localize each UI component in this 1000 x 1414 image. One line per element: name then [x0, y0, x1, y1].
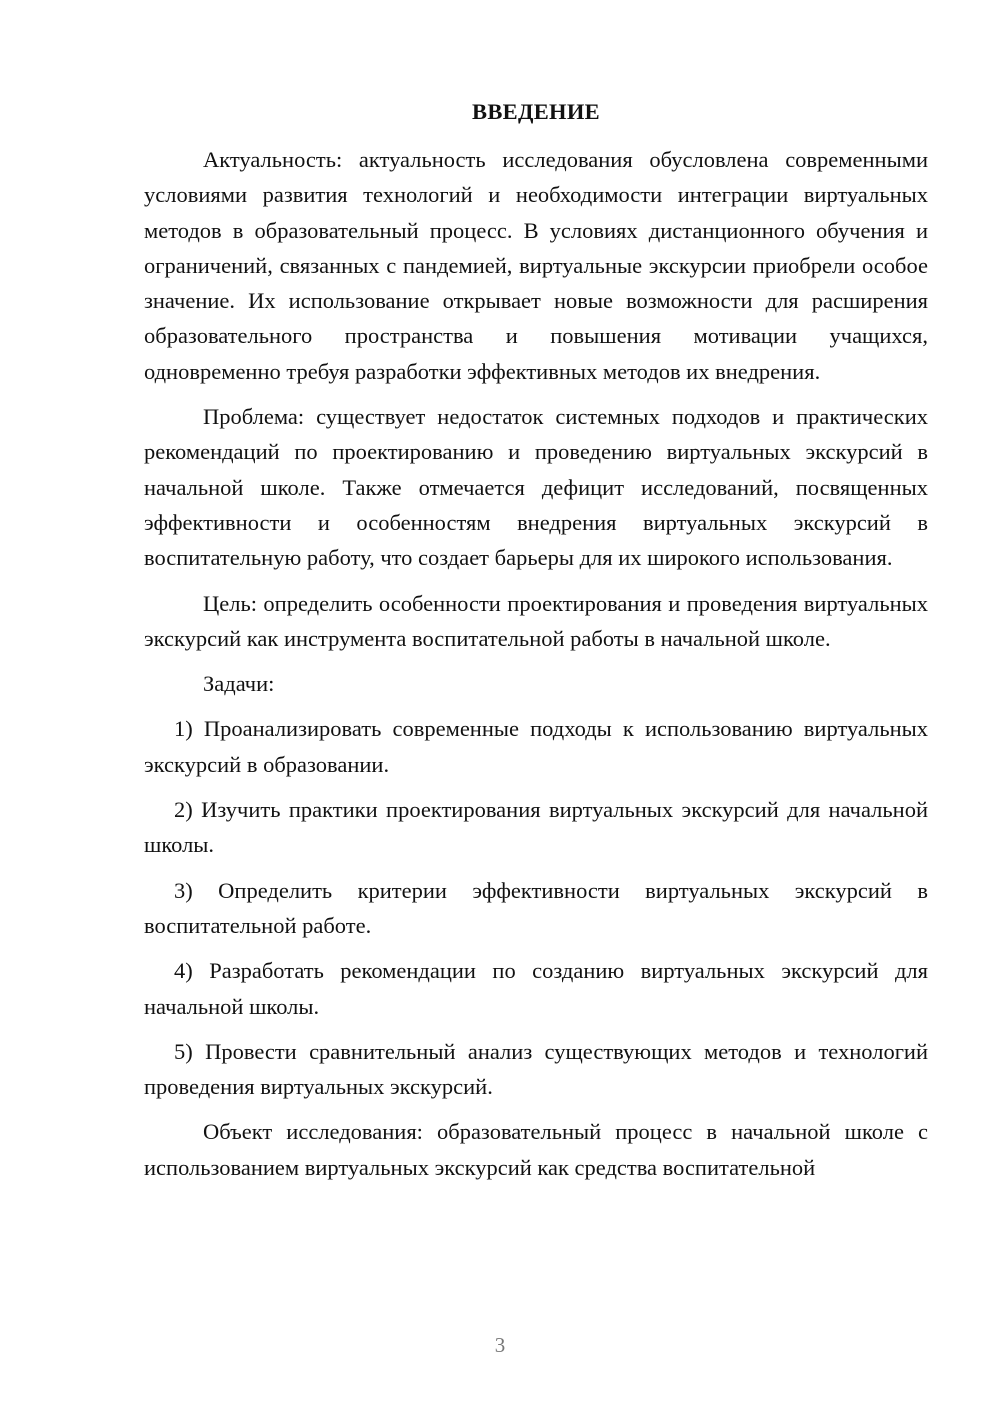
task-item-1: 1) Проанализировать современные подходы к использованию виртуальных экскурсий в образовании. [144, 716, 928, 777]
page-number: 3 [494, 1333, 506, 1357]
task-item-5: 5) Провести сравнительный анализ существующих методов и технологий проведения виртуальных экскурсий. [144, 1038, 928, 1100]
task-item-4: 4) Разработать рекомендации по созданию виртуальных экскурсий для начальной школы. [144, 958, 928, 1019]
paragraph-problem: Проблема: существует недостаток системных подходов и практических рекомендаций по проектированию и проведению виртуальных экскурсий в начальной школе. Также отмечается дефицит исследований, посвященных эффективности и особенностям внедрения виртуальных экскурсий в воспитательную работу, что создает барьеры для их широкого использования. [144, 404, 928, 571]
paragraph-relevance: Актуальность: актуальность исследования обусловлена современными условиями развития технологий и необходимости интеграции виртуальных методов в образовательный процесс. В условиях дистанционного обучения и ограничений, связанных с пандемией, виртуальные экскурсии приобрели особое значение. Их использование открывает новые возможности для расширения образовательного пространства и повышения мотивации учащихся, одновременно требуя разработки эффективных методов их внедрения. [144, 147, 928, 384]
task-item-2: 2) Изучить практики проектирования виртуальных экскурсий для начальной школы. [144, 797, 928, 858]
section-title: ВВЕДЕНИЕ [472, 99, 600, 124]
paragraph-object: Объект исследования: образовательный процесс в начальной школе с использованием виртуальных экскурсий как средства воспитательной [144, 1119, 928, 1180]
task-item-3: 3) Определить критерии эффективности виртуальных экскурсий в воспитательной работе. [144, 877, 928, 938]
paragraph-goal: Цель: определить особенности проектирования и проведения виртуальных экскурсий как инструмента воспитательной работы в начальной школе. [144, 590, 928, 651]
page-content [144, 94, 928, 1195]
tasks-heading: Задачи: [203, 671, 275, 697]
